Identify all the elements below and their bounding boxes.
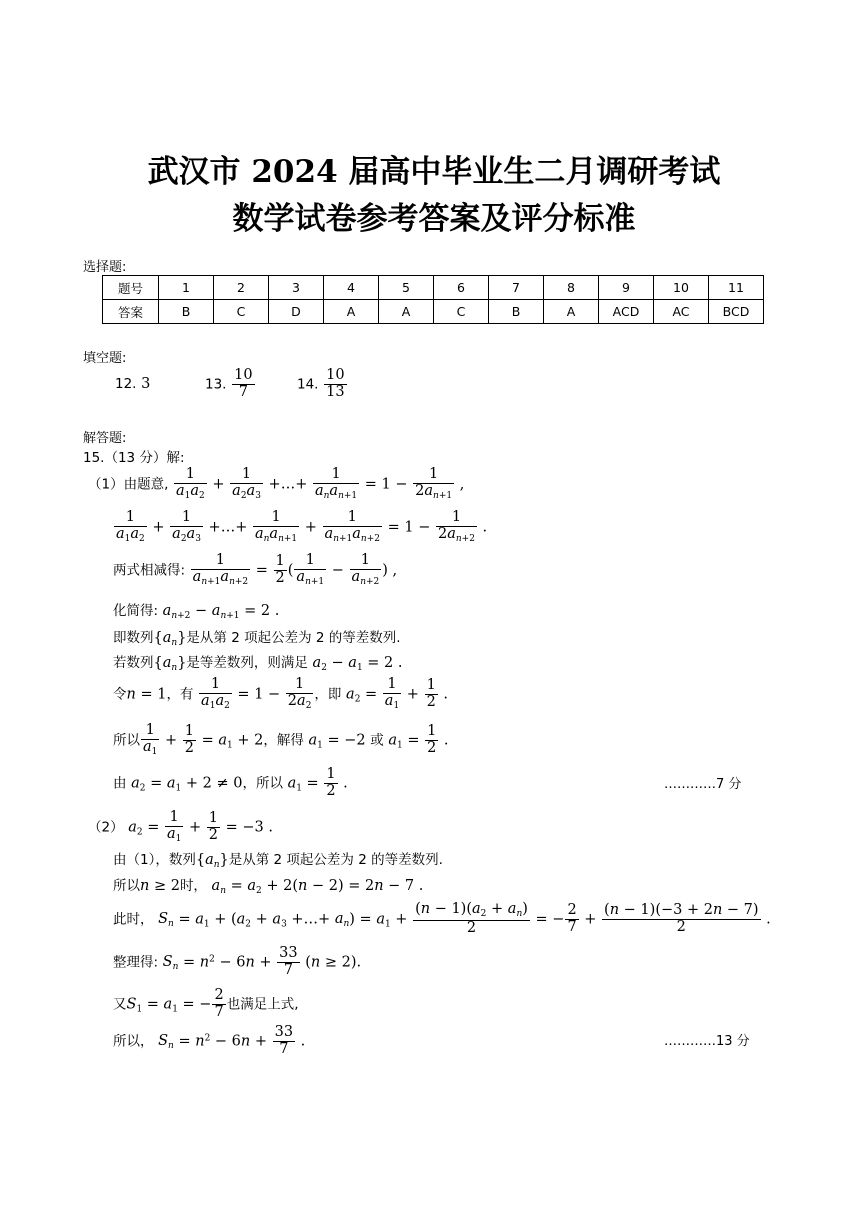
solve-a1: 所以 $\frac{1}{a_1}$ + $\frac{1}{2}$ = $a_1 + 2$，解得 $a_1 = -2$ 或 $a_1$ = $\frac{1}{2}$ . — [113, 722, 449, 757]
from-prefix: 由 — [113, 775, 127, 792]
let-n-1: 令n = 1，有 $\frac{1}{a_1a_2}$ = 1 − $\frac{1}{2a_2}$ ，即 $a_2$ = $\frac{1}{a_1}$ + $\frac{1}{2}$ . — [113, 676, 449, 711]
choice-section-label: 选择题: — [83, 260, 127, 275]
score-7: …………7 分 — [664, 777, 742, 792]
so-solve: ，解得 — [263, 732, 304, 749]
so-prefix: 所以 — [113, 732, 140, 749]
sum-final: 所以， $S_n = n^2 - 6n$ + $\frac{33}{7}$ . — [113, 1024, 306, 1057]
answer-cell: A — [544, 300, 599, 324]
answer-cell: A — [379, 300, 434, 324]
let-prefix: 令 — [113, 686, 127, 703]
solve-section-label: 解答题: — [83, 431, 127, 446]
question-number: 5 — [379, 276, 434, 300]
answer-cell: BCD — [709, 300, 764, 324]
q14-numerator: 10 — [326, 367, 345, 383]
conclusion-a1: 由 $a_2 = a_1 + 2 \ne 0$，所以 $a_1$ = $\frac{1}{2}$ . — [113, 766, 348, 799]
sum-arranged: 整理得: $S_n = n^2 - 6n$ + $\frac{33}{7}$ (n ≥ 2). — [113, 945, 362, 978]
subtract-label: 两式相减得: — [113, 562, 186, 579]
seq-stmt-suffix: 是从第 2 项起公差为 2 的等差数列. — [186, 630, 401, 646]
answer-table — [102, 275, 764, 324]
fill-answer-12 — [115, 376, 150, 392]
row-label-number: 题号 — [103, 276, 159, 300]
question-number: 3 — [269, 276, 324, 300]
question-number: 6 — [434, 276, 489, 300]
q14-denominator: 13 — [326, 383, 345, 400]
q12-answer: 3 — [141, 376, 151, 392]
arrange-label: 整理得: — [113, 954, 159, 971]
s1-check: 又$S_1 = a_1$ = − $\frac{2}{7}$ 也满足上式, — [113, 987, 299, 1020]
now-label: 此时， — [113, 911, 154, 928]
q13-number: 13. — [205, 376, 227, 393]
final-prefix: 所以， — [113, 1033, 154, 1050]
if-stmt-suffix: 是等差数列，则满足 — [186, 655, 308, 671]
fill-answer-14 — [297, 368, 348, 401]
eq-shifted: $\frac{1}{a_1a_2}$ + $\frac{1}{a_2a_3}$ +…+ $\frac{1}{a_na_{n+1}}$ + $\frac{1}{a_{n+1}a_{n+2}}$ = 1 − $\frac{1}{2a_{n+2}}$ . — [116, 509, 488, 544]
so-or: 或 — [370, 732, 384, 749]
fill-section-label: 填空题: — [83, 351, 127, 366]
q12-number: 12. — [115, 376, 137, 392]
by1-suffix: 是从第 2 项起公差为 2 的等差数列. — [228, 852, 443, 868]
answer-cell: B — [489, 300, 544, 324]
when-prefix: 所以 — [113, 878, 140, 894]
question-number: 1 — [159, 276, 214, 300]
eq-subtracted: 两式相减得: $\frac{1}{a_{n+1}a_{n+2}}$ = $\frac{1}{2}$ ( $\frac{1}{a_{n+1}}$ − $\frac{1}{a_{n+2}}$ ) , — [113, 552, 398, 587]
by1-prefix: 由（1），数列 — [113, 852, 196, 868]
by-part1: 由（1），数列$\{a_n\}$是从第 2 项起公差为 2 的等差数列. — [113, 852, 443, 870]
question-number: 9 — [599, 276, 654, 300]
question-number: 11 — [709, 276, 764, 300]
title-line-1: 武汉市 2024 届高中毕业生二月调研考试 — [147, 154, 721, 190]
fill-answer-13 — [205, 368, 256, 401]
part1-label: （1）由题意, — [88, 476, 169, 493]
when-suffix: 时， — [179, 878, 207, 894]
q15-heading: 15.（13 分）解: — [83, 450, 185, 466]
question-number: 10 — [654, 276, 709, 300]
table-row — [103, 276, 764, 300]
answer-cell: ACD — [599, 300, 654, 324]
if-stmt-prefix: 若数列 — [113, 655, 154, 671]
q13-denominator: 7 — [238, 383, 248, 400]
general-term: 所以n ≥ 2时， $a_n = a_2 + 2(n - 2) = 2n - 7$ . — [113, 878, 424, 896]
also-suffix: 也满足上式, — [226, 996, 299, 1013]
sum-expression: 此时， $S_n = a_1 + (a_2 + a_3$ +…+ $a_n) = a_1$ + $\frac{(n - 1)(a_2 + a_n)}{2}$ = − $\frac{2}{7}$ + $\frac{(n - 1)(-3 + 2n - 7)}{2}$ . — [113, 901, 771, 936]
answer-cell: B — [159, 300, 214, 324]
question-number: 4 — [324, 276, 379, 300]
let-namely: ，即 — [314, 686, 342, 703]
also-prefix: 又 — [113, 996, 127, 1013]
answer-cell: A — [324, 300, 379, 324]
eq-simplified: 化简得: $a_{n+2} - a_{n+1} = 2$ . — [113, 603, 280, 621]
score-13: …………13 分 — [664, 1034, 750, 1049]
answer-cell: C — [214, 300, 269, 324]
q13-numerator: 10 — [234, 367, 253, 383]
simplify-label: 化简得: — [113, 603, 159, 619]
answer-cell: D — [269, 300, 324, 324]
if-arithmetic: 若数列$\{a_n\}$是等差数列，则满足 $a_2 - a_1 = 2$ . — [113, 655, 403, 673]
eq-given: （1）由题意, $\frac{1}{a_1a_2}$ + $\frac{1}{a_2a_3}$ +…+ $\frac{1}{a_na_{n+1}}$ = 1 − $\frac{1}{2a_{n+1}}$ , — [88, 466, 465, 501]
question-number: 7 — [489, 276, 544, 300]
part2-a2: （2） $a_2$ = $\frac{1}{a_1}$ + $\frac{1}{2}$ = −3 . — [88, 809, 273, 844]
question-number: 2 — [214, 276, 269, 300]
let-has: ，有 — [166, 686, 194, 703]
table-row — [103, 300, 764, 324]
question-number: 8 — [544, 276, 599, 300]
answer-cell: AC — [654, 300, 709, 324]
seq-statement: 即数列$\{a_n\}$是从第 2 项起公差为 2 的等差数列. — [113, 630, 401, 648]
row-label-answer: 答案 — [103, 300, 159, 324]
answer-cell: C — [434, 300, 489, 324]
from-so: ，所以 — [242, 775, 283, 792]
seq-stmt-prefix: 即数列 — [113, 630, 154, 646]
part2-label: （2） — [88, 819, 124, 836]
q14-number: 14. — [297, 376, 319, 393]
title-line-2: 数学试卷参考答案及评分标准 — [232, 201, 636, 237]
